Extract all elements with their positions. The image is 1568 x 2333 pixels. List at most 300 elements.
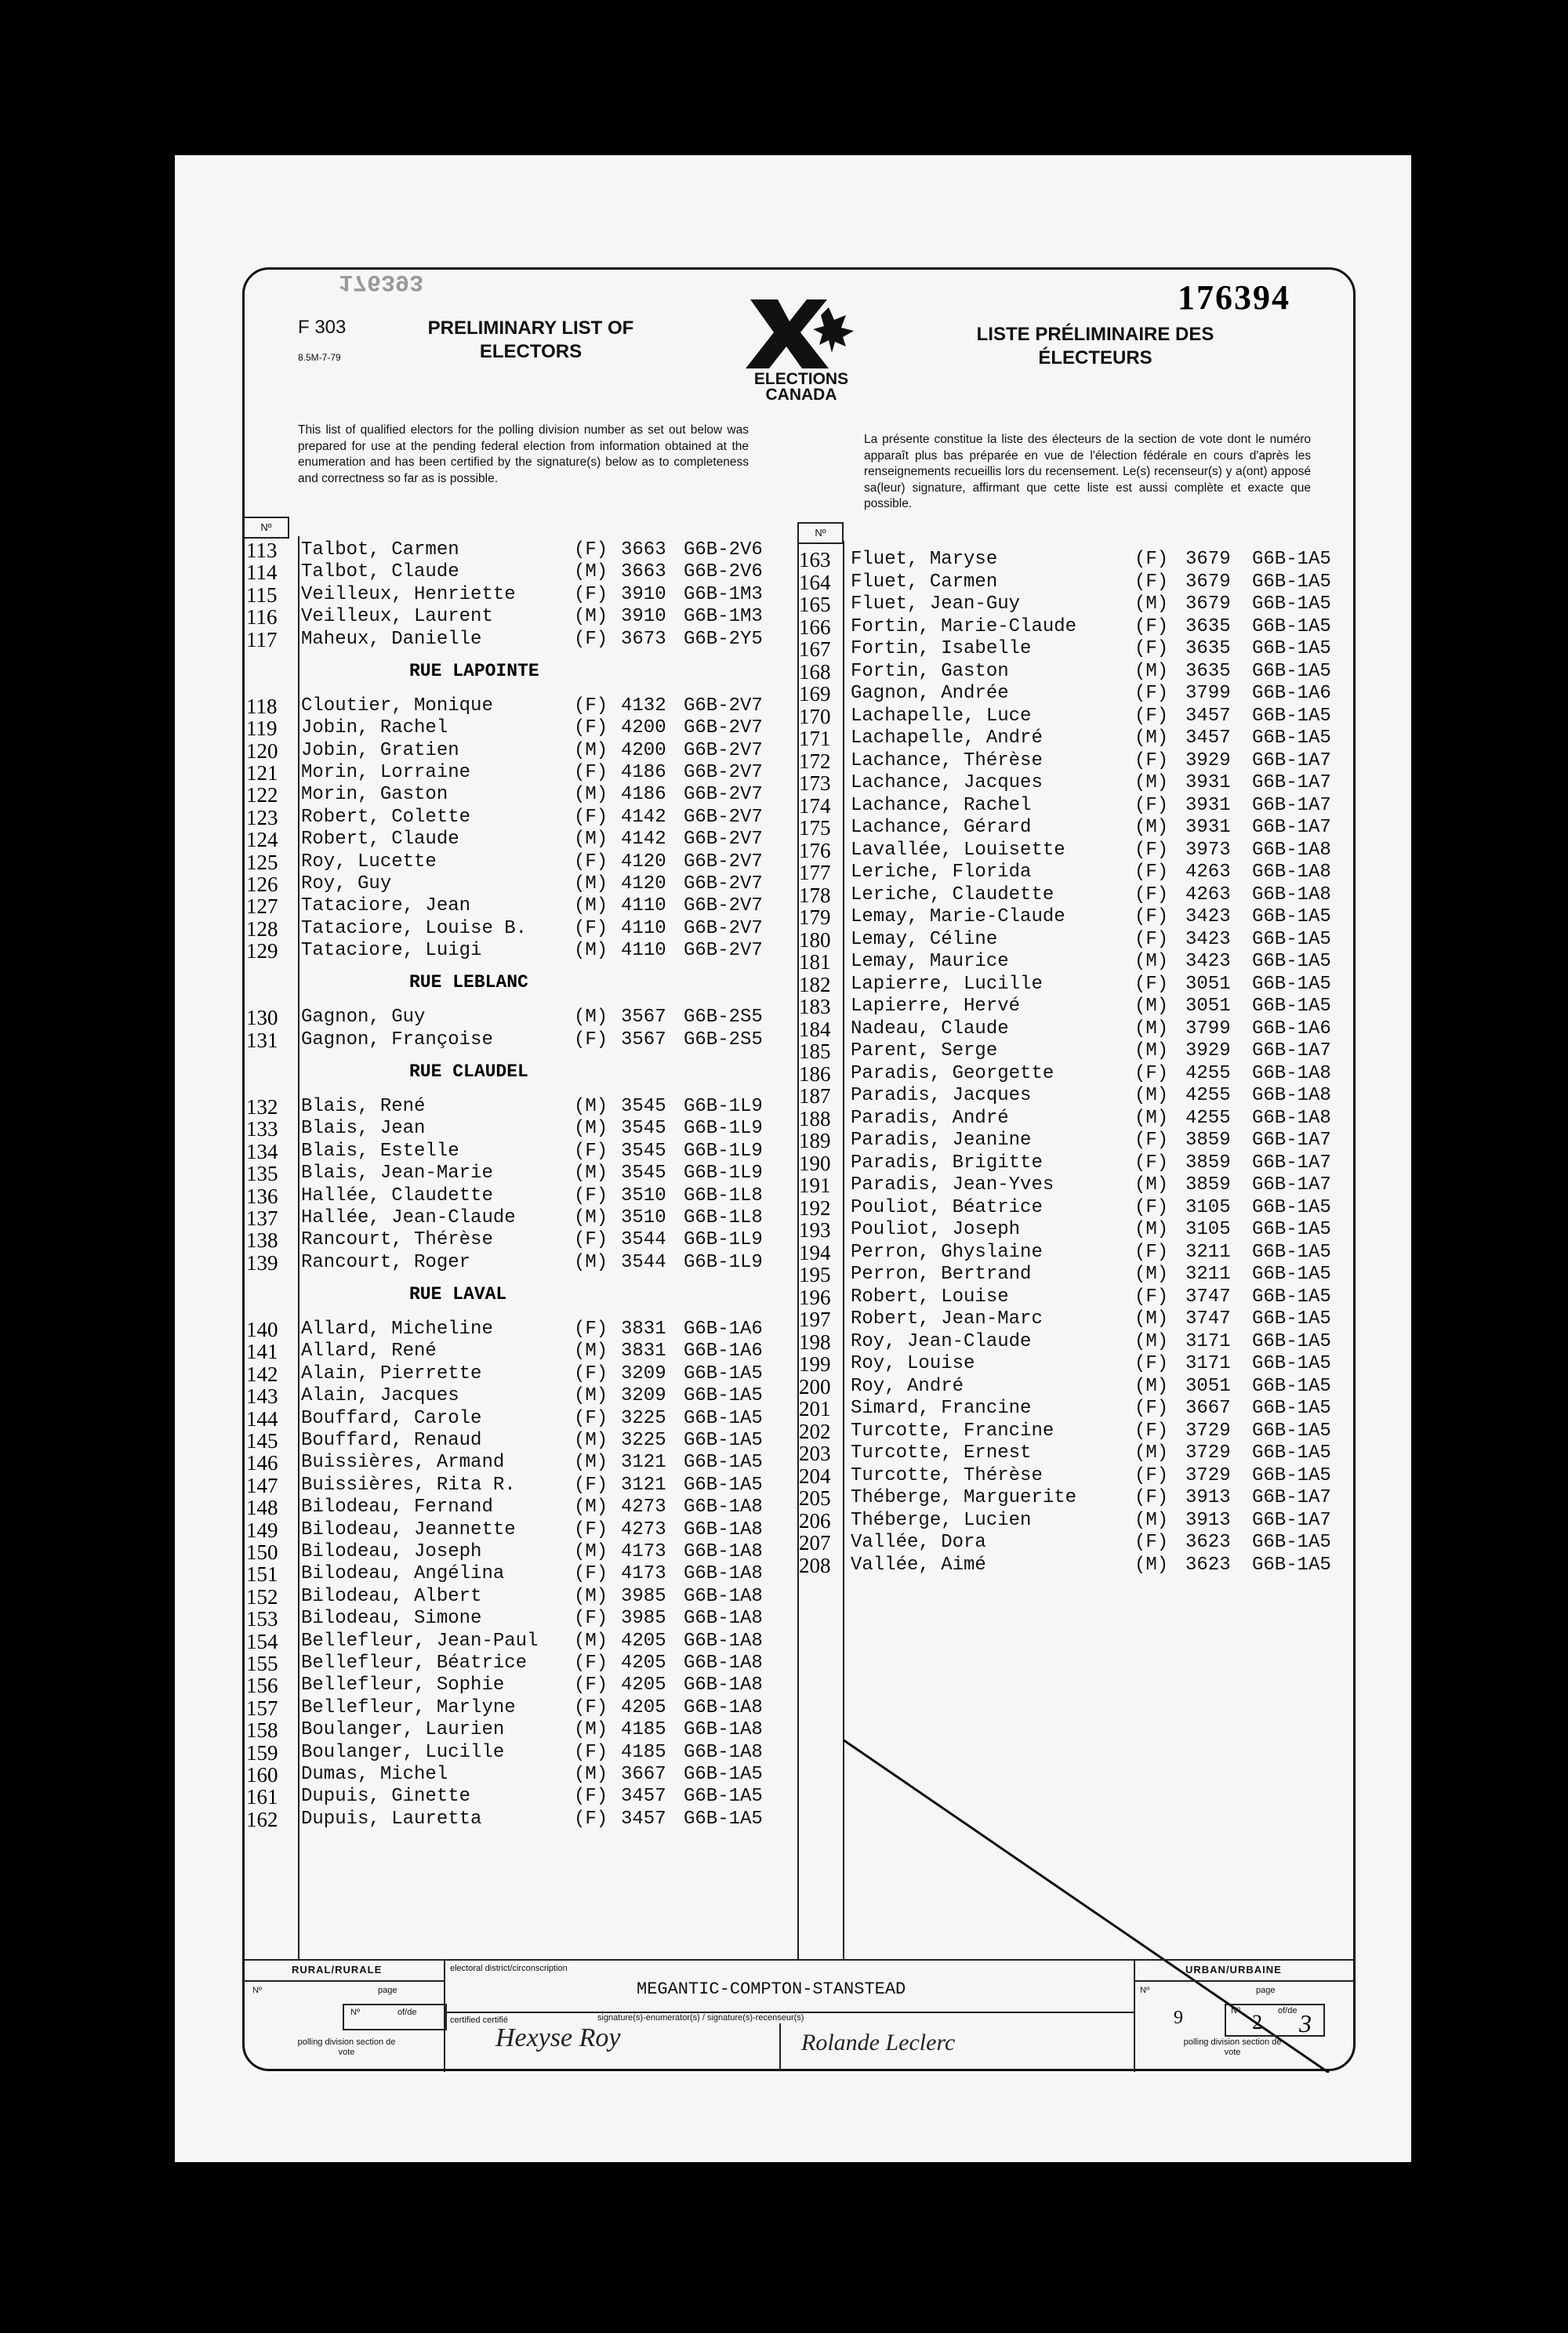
elector-postal-code: G6B-2Y5 — [684, 628, 763, 650]
elector-number: 182 — [799, 972, 831, 996]
elector-sex: (M) — [574, 1385, 608, 1407]
elector-number: 134 — [246, 1139, 278, 1163]
elector-civic-number: 3910 — [621, 606, 666, 628]
elector-postal-code: G6B-1A5 — [684, 1786, 763, 1808]
title-french-line2: ÉLECTEURS — [1038, 347, 1152, 368]
elector-name: Buissières, Armand — [301, 1452, 505, 1474]
elector-name: Théberge, Marguerite — [851, 1487, 1077, 1508]
elector-sex: (F) — [1134, 571, 1169, 593]
elector-name: Roy, Lucette — [301, 851, 437, 873]
elector-postal-code: G6B-1A5 — [1252, 615, 1331, 637]
elector-row — [797, 795, 1353, 817]
elector-postal-code: G6B-1A5 — [1252, 593, 1331, 615]
elector-postal-code: G6B-1A8 — [1252, 883, 1331, 905]
elector-sex: (M) — [574, 1118, 608, 1140]
elector-sex: (M) — [1134, 1308, 1169, 1330]
elector-civic-number: 3799 — [1185, 683, 1231, 704]
elector-civic-number: 4205 — [621, 1696, 666, 1718]
elector-postal-code: G6B-1M3 — [684, 606, 763, 628]
urban-label: URBAN/URBAINE — [1185, 1964, 1282, 1976]
elector-name: Morin, Lorraine — [301, 762, 471, 783]
elector-number: 117 — [246, 627, 278, 651]
elector-row — [245, 1007, 793, 1029]
elector-number: 179 — [799, 905, 831, 929]
elector-civic-number: 4205 — [621, 1630, 666, 1652]
elector-row — [245, 1229, 793, 1251]
elector-row — [245, 1519, 793, 1541]
elector-postal-code: G6B-2V7 — [684, 739, 763, 761]
elector-sex: (M) — [1134, 1264, 1169, 1285]
elector-name: Perron, Bertrand — [851, 1264, 1032, 1285]
elector-sex: (M) — [574, 1452, 608, 1474]
elector-name: Simard, Francine — [851, 1398, 1032, 1419]
rural-page-no-label: Nº — [350, 2008, 360, 2017]
elector-civic-number: 4205 — [621, 1653, 666, 1674]
elector-postal-code: G6B-2V7 — [684, 917, 763, 939]
elector-name: Blais, Estelle — [301, 1140, 459, 1162]
elector-civic-number: 3545 — [621, 1118, 666, 1140]
elector-number: 197 — [799, 1308, 831, 1331]
elector-number: 190 — [799, 1151, 831, 1175]
elector-name: Bellefleur, Jean-Paul — [301, 1630, 539, 1652]
elector-sex: (M) — [574, 1207, 608, 1228]
elector-row — [797, 951, 1353, 973]
elector-row — [797, 1197, 1353, 1219]
elector-name: Lavallée, Louisette — [851, 839, 1065, 861]
elector-name: Tataciore, Louise B. — [301, 917, 528, 939]
elector-name: Turcotte, Ernest — [851, 1442, 1032, 1464]
elector-sex: (M) — [574, 1541, 608, 1562]
elector-name: Pouliot, Béatrice — [851, 1196, 1043, 1218]
elector-postal-code: G6B-1A5 — [1252, 951, 1331, 972]
elector-postal-code: G6B-1L9 — [684, 1163, 763, 1185]
elector-postal-code: G6B-1A6 — [1252, 1018, 1331, 1040]
elector-civic-number: 3211 — [1185, 1241, 1231, 1263]
elections-canada-logo — [735, 292, 868, 401]
street-heading: RUE LAVAL — [409, 1283, 507, 1304]
elector-sex: (M) — [574, 1719, 608, 1741]
elector-number: 185 — [799, 1040, 831, 1063]
elector-name: Bellefleur, Marlyne — [301, 1696, 516, 1718]
elector-row — [797, 593, 1353, 615]
elector-sex: (M) — [574, 1430, 608, 1451]
elector-postal-code: G6B-1A5 — [1252, 1241, 1331, 1263]
elector-row — [245, 1452, 793, 1474]
elector-number: 181 — [799, 950, 831, 974]
elector-postal-code: G6B-2V7 — [684, 784, 763, 806]
elector-sex: (F) — [574, 1674, 608, 1696]
elector-civic-number: 4273 — [621, 1497, 666, 1518]
elector-civic-number: 3679 — [1185, 593, 1231, 615]
rural-divider — [444, 1961, 445, 2072]
elector-number: 145 — [246, 1429, 278, 1453]
elector-civic-number: 3209 — [621, 1362, 666, 1384]
elector-sex: (M) — [574, 1007, 608, 1029]
elector-number: 196 — [799, 1285, 831, 1309]
elector-name: Morin, Gaston — [301, 784, 448, 806]
elector-row — [797, 1353, 1353, 1375]
elector-row — [245, 1185, 793, 1207]
elector-postal-code: G6B-2S5 — [684, 1029, 763, 1050]
elector-number: 168 — [799, 659, 831, 684]
elector-row — [797, 1085, 1353, 1107]
elector-number: 159 — [246, 1740, 278, 1765]
district-name: MEGANTIC-COMPTON-STANSTEAD — [637, 1979, 906, 1999]
urban-page-label: page — [1256, 1986, 1276, 1995]
elector-row — [797, 1420, 1353, 1442]
elector-row — [245, 695, 793, 717]
elector-civic-number: 4132 — [621, 695, 666, 717]
elector-row — [245, 1742, 793, 1764]
elector-row — [797, 817, 1353, 839]
elector-postal-code: G6B-1L9 — [684, 1118, 763, 1140]
urban-polling-number: 9 — [1174, 2008, 1183, 2028]
elector-number: 166 — [799, 615, 831, 639]
elector-sex: (F) — [1134, 1532, 1169, 1553]
elector-postal-code: G6B-1A8 — [684, 1518, 763, 1540]
elector-sex: (F) — [1134, 1420, 1169, 1442]
elector-sex: (M) — [1134, 772, 1169, 793]
elector-row — [797, 1174, 1353, 1196]
elector-number: 203 — [799, 1442, 831, 1465]
rural-label: RURAL/RURALE — [292, 1964, 383, 1976]
elector-sex: (F) — [574, 1140, 608, 1162]
serial-number: 176394 — [1178, 278, 1290, 317]
elector-row — [245, 807, 793, 829]
elector-postal-code: G6B-1A5 — [684, 1362, 763, 1384]
elector-row — [797, 1308, 1353, 1330]
elector-postal-code: G6B-1A5 — [1252, 660, 1331, 682]
elector-name: Robert, Colette — [301, 806, 471, 828]
elector-row — [245, 829, 793, 851]
elector-number: 169 — [799, 682, 831, 706]
elector-sex: (F) — [574, 1474, 608, 1496]
elector-row — [245, 740, 793, 762]
elector-sex: (M) — [574, 829, 608, 851]
elector-name: Fortin, Marie-Claude — [851, 615, 1077, 637]
elector-civic-number: 3545 — [621, 1163, 666, 1185]
elector-row — [797, 1130, 1353, 1152]
elector-name: Rancourt, Roger — [301, 1251, 471, 1273]
elector-sex: (M) — [574, 561, 608, 583]
elector-civic-number: 3623 — [1185, 1554, 1231, 1576]
elector-sex: (F) — [574, 917, 608, 939]
elector-sex: (F) — [1134, 615, 1169, 637]
elector-name: Dumas, Michel — [301, 1764, 448, 1785]
elector-sex: (M) — [574, 784, 608, 806]
elector-sex: (F) — [1134, 683, 1169, 704]
elector-name: Lachance, Gérard — [851, 817, 1032, 838]
elector-number: 162 — [246, 1807, 278, 1831]
form-number: F 303 — [298, 317, 347, 338]
elector-number: 144 — [246, 1406, 278, 1431]
elector-number: 156 — [246, 1674, 278, 1698]
elector-name: Lachance, Rachel — [851, 794, 1032, 816]
elector-row — [245, 1252, 793, 1274]
elector-postal-code: G6B-1L8 — [684, 1207, 763, 1228]
elector-civic-number: 4255 — [1185, 1085, 1231, 1106]
elector-postal-code: G6B-1L9 — [684, 1140, 763, 1162]
elector-sex: (M) — [1134, 996, 1169, 1017]
elector-civic-number: 4186 — [621, 762, 666, 783]
urban-page-total: 3 — [1299, 2009, 1312, 2037]
elector-number: 155 — [246, 1652, 278, 1675]
elector-sex: (F) — [574, 1786, 608, 1808]
elector-civic-number: 4186 — [621, 784, 666, 806]
elector-name: Bilodeau, Angélina — [301, 1563, 505, 1585]
logo-word-elections: ELECTIONS — [753, 370, 849, 388]
elector-number: 138 — [246, 1228, 278, 1253]
elector-row — [245, 918, 793, 940]
elector-sex: (F) — [574, 762, 608, 783]
elector-postal-code: G6B-1A5 — [1252, 571, 1331, 593]
elector-row — [797, 1331, 1353, 1353]
elector-number: 188 — [799, 1106, 831, 1130]
elector-postal-code: G6B-1A5 — [684, 1452, 763, 1474]
elector-civic-number: 3831 — [621, 1319, 666, 1340]
elector-name: Dupuis, Lauretta — [301, 1808, 482, 1830]
elector-number: 171 — [799, 727, 831, 750]
elector-row — [245, 873, 793, 895]
elector-civic-number: 3121 — [621, 1452, 666, 1474]
elector-postal-code: G6B-1A5 — [684, 1430, 763, 1451]
elector-row — [245, 1586, 793, 1608]
elector-postal-code: G6B-2V7 — [684, 873, 763, 894]
elector-row — [797, 1040, 1353, 1062]
elector-number: 120 — [246, 738, 278, 763]
elector-name: Lapierre, Hervé — [851, 996, 1021, 1017]
elector-postal-code: G6B-1A5 — [1252, 906, 1331, 927]
elector-name: Bilodeau, Jeannette — [301, 1518, 516, 1540]
elector-civic-number: 4120 — [621, 851, 666, 873]
elector-civic-number: 3457 — [1185, 705, 1231, 727]
elector-sex: (F) — [1134, 1062, 1169, 1084]
elector-sex: (F) — [574, 695, 608, 717]
elector-name: Gagnon, Françoise — [301, 1029, 493, 1050]
elector-civic-number: 3051 — [1185, 996, 1231, 1017]
elector-postal-code: G6B-1A7 — [1252, 1152, 1331, 1174]
elector-row — [797, 1442, 1353, 1464]
elector-name: Bellefleur, Béatrice — [301, 1653, 528, 1674]
elector-name: Lemay, Marie-Claude — [851, 906, 1065, 927]
elector-civic-number: 3799 — [1185, 1018, 1231, 1040]
elector-postal-code: G6B-1A5 — [1252, 1532, 1331, 1553]
elector-row — [797, 929, 1353, 951]
elector-row — [797, 616, 1353, 638]
elector-postal-code: G6B-1M3 — [684, 583, 763, 605]
urban-of-label: of/de — [1278, 2006, 1298, 2016]
elector-sex: (M) — [574, 739, 608, 761]
elector-number: 152 — [246, 1584, 278, 1609]
elector-name: Roy, Guy — [301, 873, 392, 894]
elector-number: 163 — [799, 548, 831, 571]
elector-sex: (F) — [574, 1696, 608, 1718]
elector-sex: (M) — [1134, 1040, 1169, 1061]
elector-row — [245, 1029, 793, 1051]
elector-name: Jobin, Rachel — [301, 717, 448, 739]
elector-name: Lachapelle, André — [851, 727, 1043, 749]
elector-number: 174 — [799, 793, 831, 818]
elector-postal-code: G6B-1A8 — [684, 1741, 763, 1763]
elector-name: Bellefleur, Sophie — [301, 1674, 505, 1696]
elector-name: Fortin, Isabelle — [851, 638, 1032, 659]
elector-row — [245, 762, 793, 784]
elector-civic-number: 3635 — [1185, 660, 1231, 682]
elector-number: 115 — [246, 582, 278, 607]
elector-name: Veilleux, Laurent — [301, 606, 493, 628]
elector-name: Leriche, Claudette — [851, 883, 1054, 905]
elector-row — [797, 1219, 1353, 1241]
elector-number: 204 — [799, 1464, 831, 1488]
elector-name: Tataciore, Luigi — [301, 940, 482, 962]
elector-postal-code: G6B-1A5 — [1252, 1264, 1331, 1285]
elector-name: Hallée, Claudette — [301, 1185, 493, 1206]
elector-name: Paradis, Jacques — [851, 1085, 1032, 1106]
elector-name: Bouffard, Carole — [301, 1407, 482, 1429]
elector-sex: (F) — [574, 1029, 608, 1050]
elector-sex: (F) — [1134, 1196, 1169, 1218]
elector-postal-code: G6B-1A7 — [1252, 749, 1331, 771]
elector-postal-code: G6B-2V6 — [684, 539, 763, 561]
elector-civic-number: 3931 — [1185, 772, 1231, 793]
elector-sex: (M) — [574, 940, 608, 962]
elector-name: Fortin, Gaston — [851, 660, 1009, 682]
elector-name: Robert, Claude — [301, 829, 459, 851]
elector-number: 201 — [799, 1397, 831, 1420]
elector-name: Nadeau, Claude — [851, 1018, 1009, 1040]
elector-number: 194 — [799, 1240, 831, 1264]
elector-row — [245, 1719, 793, 1741]
elector-postal-code: G6B-1A5 — [1252, 1554, 1331, 1576]
elector-row — [797, 1152, 1353, 1174]
elector-number: 136 — [246, 1184, 278, 1208]
elector-postal-code: G6B-2V7 — [684, 895, 763, 917]
elector-postal-code: G6B-1A7 — [1252, 1130, 1331, 1151]
elector-number: 140 — [246, 1318, 278, 1341]
elector-sex: (F) — [574, 1185, 608, 1206]
elector-number: 192 — [799, 1196, 831, 1220]
elector-number: 186 — [799, 1061, 831, 1086]
elector-civic-number: 3510 — [621, 1207, 666, 1228]
elector-civic-number: 3859 — [1185, 1174, 1231, 1196]
elector-row — [245, 606, 793, 628]
elector-number: 151 — [246, 1562, 278, 1587]
elector-civic-number: 3663 — [621, 539, 666, 561]
elector-postal-code: G6B-1A8 — [684, 1630, 763, 1652]
urban-page-no-label: Nº — [1231, 2006, 1240, 2016]
elector-postal-code: G6B-1A8 — [684, 1541, 763, 1562]
elector-number: 124 — [246, 828, 278, 852]
elector-name: Blais, Jean — [301, 1118, 426, 1140]
rural-page-label: page — [378, 1986, 397, 1995]
elector-name: Blais, Jean-Marie — [301, 1163, 493, 1185]
elector-number: 123 — [246, 805, 278, 829]
elector-name: Paradis, Brigitte — [851, 1152, 1043, 1174]
elector-sex: (F) — [1134, 1464, 1169, 1486]
elector-row — [797, 1465, 1353, 1487]
elector-number: 125 — [246, 850, 278, 874]
print-code: 8.5M-7-79 — [298, 352, 341, 363]
elector-civic-number: 3423 — [1185, 906, 1231, 927]
rural-no-label: Nº — [252, 1986, 262, 1995]
number-column-header-left: Nº — [243, 517, 289, 539]
elector-sex: (F) — [574, 1741, 608, 1763]
elector-name: Pouliot, Joseph — [851, 1219, 1021, 1240]
elector-sex: (F) — [574, 1407, 608, 1429]
elector-postal-code: G6B-1A7 — [1252, 1509, 1331, 1531]
elector-postal-code: G6B-2V7 — [684, 806, 763, 828]
elector-civic-number: 4142 — [621, 829, 666, 851]
elector-name: Roy, Louise — [851, 1353, 975, 1374]
intro-text-french: La présente constitue la liste des électeurs de la section de vote dont le numéro apparaît plus bas préparée en vue de l'élection fédérale en cours d'après les renseignements recueillis lors du recensement. Le(s) recenseur(s) y a(ont) apposé sa(leur) signature, affirmant que cette liste est aussi complète et exacte que possible. — [864, 433, 1311, 510]
elector-row — [245, 1653, 793, 1674]
elector-row — [245, 629, 793, 651]
elector-row — [245, 1118, 793, 1140]
elector-number: 180 — [799, 927, 831, 952]
elector-civic-number: 3985 — [621, 1608, 666, 1630]
enumerator-signature-1: Hexyse Roy — [495, 2023, 621, 2052]
elector-civic-number: 3667 — [621, 1764, 666, 1785]
elector-postal-code: G6B-1A8 — [1252, 862, 1331, 883]
elector-row — [245, 1363, 793, 1385]
elector-postal-code: G6B-1A5 — [1252, 705, 1331, 727]
elector-row — [797, 862, 1353, 883]
elector-postal-code: G6B-1A8 — [1252, 1107, 1331, 1129]
elector-postal-code: G6B-1A5 — [1252, 928, 1331, 950]
elector-sex: (M) — [574, 1251, 608, 1273]
elector-number: 139 — [246, 1250, 278, 1275]
elector-sex: (F) — [574, 1808, 608, 1830]
elector-sex: (M) — [1134, 593, 1169, 615]
elector-civic-number: 3929 — [1185, 1040, 1231, 1061]
elector-postal-code: G6B-2V7 — [684, 762, 763, 783]
elector-number: 198 — [799, 1330, 831, 1354]
elector-civic-number: 4110 — [621, 917, 666, 939]
elector-sex: (M) — [1134, 1219, 1169, 1240]
elector-row — [245, 561, 793, 583]
elector-postal-code: G6B-1A8 — [684, 1585, 763, 1607]
elector-number: 202 — [799, 1419, 831, 1443]
title-french-line1: LISTE PRÉLIMINAIRE DES — [976, 324, 1214, 345]
elector-sex: (F) — [1134, 1241, 1169, 1263]
elector-postal-code: G6B-1L9 — [684, 1229, 763, 1251]
elector-row — [245, 940, 793, 962]
elector-number: 137 — [246, 1206, 278, 1230]
elector-postal-code: G6B-1A8 — [684, 1696, 763, 1718]
elector-name: Roy, André — [851, 1375, 964, 1397]
elector-number: 119 — [246, 717, 278, 741]
elector-sex: (F) — [1134, 1398, 1169, 1419]
signature-label: signature(s)-enumerator(s) / signature(s)-recenseur(s) — [597, 2013, 804, 2023]
elector-postal-code: G6B-1A5 — [1252, 549, 1331, 570]
elector-row — [797, 996, 1353, 1018]
elector-civic-number: 3225 — [621, 1407, 666, 1429]
elector-number: 199 — [799, 1352, 831, 1376]
elector-row — [797, 1286, 1353, 1308]
elector-civic-number: 3171 — [1185, 1330, 1231, 1352]
elector-civic-number: 3211 — [1185, 1264, 1231, 1285]
elector-row — [797, 1063, 1353, 1085]
number-column-header-right: Nº — [797, 522, 844, 544]
elector-sex: (M) — [574, 1585, 608, 1607]
elector-postal-code: G6B-1A8 — [1252, 1085, 1331, 1106]
elector-civic-number: 3545 — [621, 1140, 666, 1162]
rural-of-label: of/de — [397, 2008, 417, 2017]
elector-sex: (F) — [1134, 638, 1169, 659]
elector-row — [797, 1510, 1353, 1532]
elector-number: 200 — [799, 1374, 831, 1399]
elector-row — [245, 1207, 793, 1229]
